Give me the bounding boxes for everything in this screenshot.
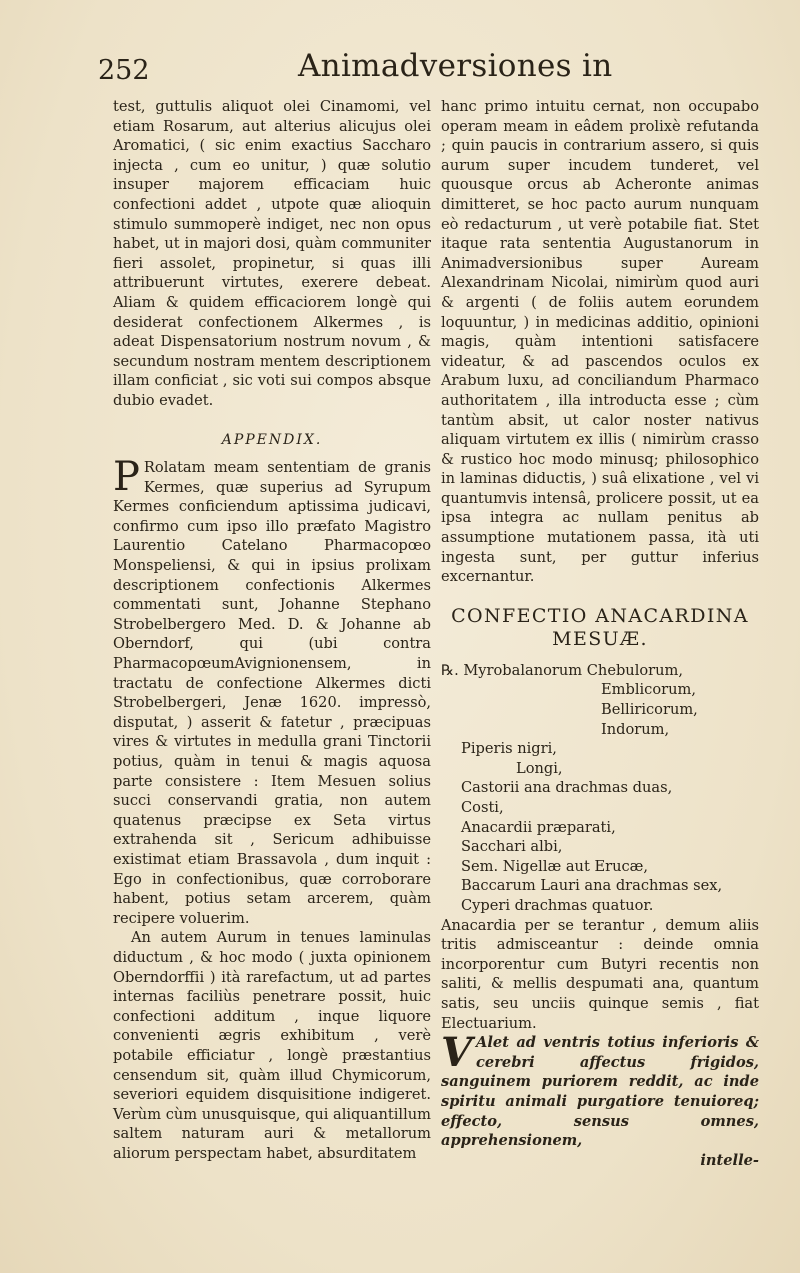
recipe-line: Sem. Nigellæ aut Erucæ, (461, 857, 649, 875)
recipe-line: Emblicorum, (601, 681, 696, 699)
vale-paragraph (441, 1029, 759, 1151)
recipe-line: Sacchari albi, (461, 838, 563, 856)
recipe-line: Belliricorum, (601, 701, 698, 719)
left-column (113, 97, 431, 1163)
recipe-line: Indorum, (601, 720, 670, 738)
left-paragraph-1: test, guttulis aliquot olei Cinamomi, vel etiam Rosarum, aut alterius alicujus olei Aromatici, ( sic enim exactius Saccharo injecta , cum eo unitur, ) quæ solutio insuper majorem efficaciam huic confectioni addet , utpote quæ alioquin stimulo summoperè indiget, nec non opus habet, ut in majori dosi, quàm communiter fieri assolet, propinetur, si quas illi attribuerunt virtutes, exerere debeat. Aliam & quidem efficaciorem longè qui desiderat confectionem Alkermes , is adeat Dispensatorium nostrum novum , & secundum nostram mentem descriptionem illam conficiat , sic voti sui compos absque dubio evadet. (113, 98, 431, 409)
recipe-line: Anacardii præparati, (461, 818, 616, 836)
vale-text: Alet ad ventris totius inferioris & cerebri affectus frigidos, sanguinem puriorem reddit, ac inde spiritu animali purgatiore tenuioreq; effecto, sensus omnes, apprehensionem, (441, 1034, 759, 1150)
recipe-instructions: Anacardia per se terantur , demum aliis tritis admisceantur : deinde omnia incorporentur cum Butyri recentis non saliti, & mellis despumati ana, quantum satis, seu unciis quinque semis , fiat Electuarium. (441, 916, 759, 1032)
running-title: Animadversiones in (298, 48, 613, 84)
recipe-line: Cyperi drachmas quatuor. (461, 896, 654, 914)
recipe-line: Castorii ana drachmas duas, (461, 779, 673, 797)
appendix-text: Rolatam meam sententiam de granis Kermes, quæ superius ad Syrupum Kermes conficiendum aptissima judicavi, confirmo cum ipso illo præfato Magistro Laurentio Catelano Pharmacopœo Monspeliensi, & qui in ipsius prolixam descriptionem confectionis Alkermes commentati sunt, Johanne Stephano Strobelbergero Med. D. & Johanne ab Oberndorf, qui (ubi contra PharmacopœumAvignionensem, in tractatu de confectione Alkermes dicti Strobelbergeri, Jenæ 1620. impressò, disputat, ) asserit & fatetur , præcipuas vires & virtutes in medulla grani Tinctorii potius, quàm in tenui & magis aquosa parte consistere : Item Mesuen solius succi conservandi gratia, non autem quatenus præcipse ex Seta virtus extrahenda sit , Sericum adhibuisse existimat etiam Brassavola , dum inquit : Ego in confectionibus, quæ corroborare habent, potius setam arcerem, quàm recipere voluerim. (113, 459, 431, 927)
appendix-dropcap: P (113, 454, 140, 501)
recipe-line: Piperis nigri, (461, 740, 557, 758)
right-column (441, 97, 759, 1170)
recipe-line: Baccarum Lauri ana drachmas sex, (461, 877, 723, 895)
aurum-paragraph: An autem Aurum in tenues laminulas diductum , & hoc modo ( juxta opinionem Oberndorffii ) ità rarefactum, ut ad partes internas faciliùs penetrare possit, huic confectioni additum , inque liquore convenienti ægris exhibitum , verè potabile efficiatur , longè præstantius censendum sit, quàm illud Chymicorum, severiori equidem disquisitione indigeret. Verùm cùm unusquisque, qui aliquantillum saltem naturam auri & metallorum aliorum perspectam habet, absurditatem (113, 929, 432, 1162)
confectio-heading-line-2: MESUÆ. (552, 627, 648, 650)
confectio-heading (441, 605, 759, 651)
page-number: 252 (98, 55, 150, 86)
appendix-paragraph (113, 454, 431, 928)
recipe-line: Costi, (461, 799, 504, 816)
recipe-line: Longi, (516, 759, 563, 777)
confectio-heading-line-1: CONFECTIO ANACARDINA (451, 604, 749, 627)
vale-dropcap: V (441, 1029, 473, 1077)
recipe-list (441, 661, 759, 916)
catchword: intelle- (700, 1151, 759, 1169)
right-paragraph-1: hanc primo intuitu cernat, non occupabo operam meam in eâdem prolixè refutanda ; quin paucis in contrarium assero, si quis aurum super incudem tunderet, vel quousque orcus ab Acheronte animas dimitteret, se hoc pacto aurum nunquam eò redacturum , ut verè potabile fiat. Stet itaque rata sententia Augustanorum in Animadversionibus super Auream Alexandrinam Nicolai, nimirùm quod auri & argenti ( de foliis autem eorundem loquuntur, ) in medicinas additio, opinioni magis, quàm intentioni satisfacere videatur, & ad pascendos oculos ex Arabum luxu, ad conciliandum Pharmaco authoritatem , illa introducta esse ; cùm tantùm absit, ut calor noster nativus aliquam virtutem ex illis ( nimirùm crasso & rustico hoc modo minusq; philosophico in laminas diductis, ) suâ elixatione , vel vi quantumvis intensâ, prolicere possit, ut ea ipsa integra ac nullam penitus ab assumptione mutationem passa, ità uti ingesta sunt, per guttur inferius excernantur. (441, 98, 759, 586)
appendix-heading: APPENDIX. (221, 431, 323, 448)
recipe-line: ℞. Myrobalanorum Chebulorum, (441, 661, 684, 679)
